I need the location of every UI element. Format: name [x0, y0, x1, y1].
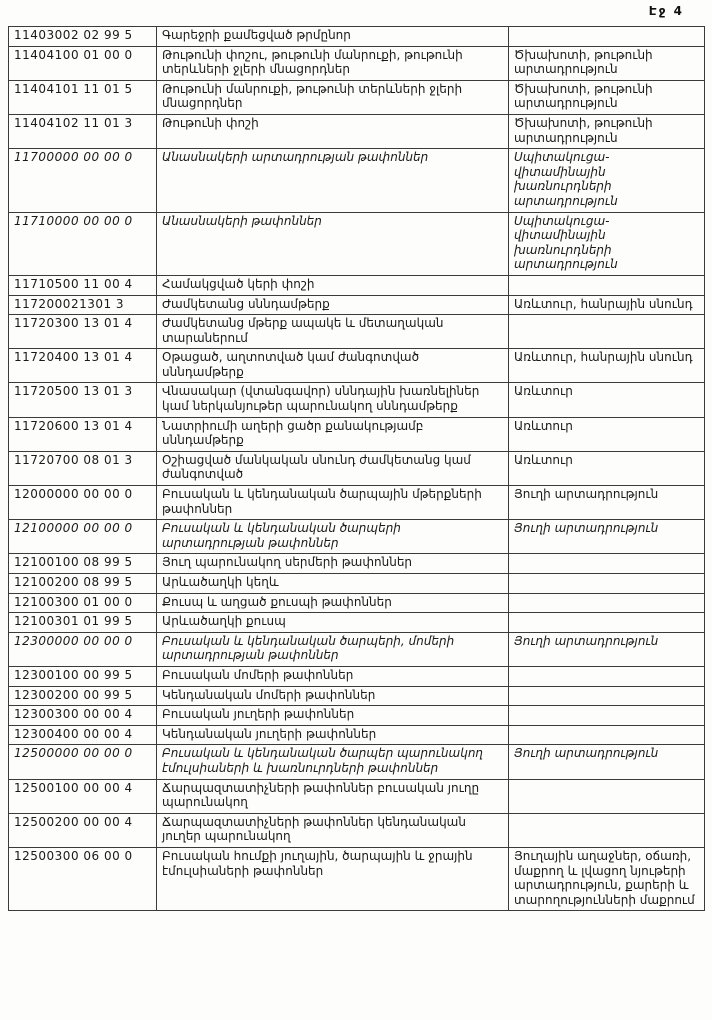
table-row — [9, 632, 705, 666]
cell-cat: Յուղի արտադրություն — [509, 745, 705, 779]
cell-code: 117200021301 3 — [9, 295, 157, 315]
table-row — [9, 46, 705, 80]
cell-desc: Կենդանական յուղերի թափոններ — [157, 725, 509, 745]
cell-desc: Անասնակերի արտադրության թափոններ — [157, 149, 509, 212]
cell-code: 12500300 06 00 0 — [9, 847, 157, 910]
cell-cat: Առևտուր, հանրային սնունդ — [509, 295, 705, 315]
cell-code: 12500200 00 00 4 — [9, 813, 157, 847]
cell-code: 12300100 00 99 5 — [9, 666, 157, 686]
cell-cat — [509, 725, 705, 745]
waste-table-body — [9, 27, 705, 911]
cell-desc: Բուսական և կենդանական ծարպեր պարունակող էմուլսիաների և խառնուրդների թափոններ — [157, 745, 509, 779]
cell-desc: Բուսական և կենդանական ծարպային մթերքների թափոններ — [157, 486, 509, 520]
cell-cat: Յուղի արտադրություն — [509, 632, 705, 666]
cell-cat: Ծխախոտի, թութունի արտադրություն — [509, 46, 705, 80]
cell-desc: Թութունի փոշու, թութունի մանրուքի, թութունի տերևների ջլերի մնացորդներ — [157, 46, 509, 80]
cell-code: 11720400 13 01 4 — [9, 349, 157, 383]
cell-code: 11720700 08 01 3 — [9, 451, 157, 485]
cell-code: 12300000 00 00 0 — [9, 632, 157, 666]
cell-cat — [509, 613, 705, 633]
table-row — [9, 349, 705, 383]
cell-code: 11720600 13 01 4 — [9, 417, 157, 451]
cell-code: 11710500 11 00 4 — [9, 275, 157, 295]
cell-code: 11404100 01 00 0 — [9, 46, 157, 80]
cell-desc: Յուղ պարունակող սերմերի թափոններ — [157, 554, 509, 574]
cell-cat — [509, 27, 705, 47]
cell-desc: Թութունի մանրուքի, թութունի տերևների ջլերի մնացորդներ — [157, 80, 509, 114]
table-row — [9, 613, 705, 633]
table-row — [9, 554, 705, 574]
table-row — [9, 212, 705, 275]
cell-code: 11404102 11 01 3 — [9, 114, 157, 148]
cell-desc: Օթացած, աղտոտված կամ ժանգոտված սննդամթերք — [157, 349, 509, 383]
cell-code: 12100301 01 99 5 — [9, 613, 157, 633]
cell-code: 12300400 00 00 4 — [9, 725, 157, 745]
cell-desc: Բուսական հումքի յուղային, ծարպային և ջրային էմուլսիաների թափոններ — [157, 847, 509, 910]
table-row — [9, 275, 705, 295]
cell-cat — [509, 686, 705, 706]
cell-cat — [509, 779, 705, 813]
cell-cat: Սպիտակուցա-վիտամինային խառնուրդների արտադրություն — [509, 149, 705, 212]
cell-cat — [509, 813, 705, 847]
cell-desc: Արևածաղկի քուսպ — [157, 613, 509, 633]
page-number-label: Էջ 4 — [648, 4, 684, 18]
cell-desc: Օշիացված մանկական սնունդ ժամկետանց կամ ժանգոտված — [157, 451, 509, 485]
cell-code: 11720500 13 01 3 — [9, 383, 157, 417]
cell-desc: Ճարպազտատիչների թափոններ կենդանական յուղեր պարունակող — [157, 813, 509, 847]
table-row — [9, 114, 705, 148]
table-row — [9, 417, 705, 451]
cell-code: 11700000 00 00 0 — [9, 149, 157, 212]
cell-desc: Քուսպ և աղցած քուսպի թափոններ — [157, 593, 509, 613]
cell-desc: Բուսական մոմերի թափոններ — [157, 666, 509, 686]
table-row — [9, 520, 705, 554]
table-row — [9, 847, 705, 910]
cell-code: 11720300 13 01 4 — [9, 315, 157, 349]
table-row — [9, 80, 705, 114]
cell-desc: Թութունի փոշի — [157, 114, 509, 148]
table-row — [9, 745, 705, 779]
cell-desc: Գարեջրի քամեցված թրմընոր — [157, 27, 509, 47]
cell-desc: Ժամկետանց սննդամթերք — [157, 295, 509, 315]
table-row — [9, 725, 705, 745]
table-row — [9, 451, 705, 485]
cell-cat — [509, 666, 705, 686]
table-row — [9, 686, 705, 706]
cell-cat: Առևտուր — [509, 383, 705, 417]
cell-code: 12500000 00 00 0 — [9, 745, 157, 779]
cell-code: 12300300 00 00 4 — [9, 706, 157, 726]
cell-cat: Ծխախոտի, թութունի արտադրություն — [509, 80, 705, 114]
cell-code: 11403002 02 99 5 — [9, 27, 157, 47]
table-row — [9, 574, 705, 594]
table-row — [9, 383, 705, 417]
table-row — [9, 593, 705, 613]
cell-desc: Բուսական և կենդանական ծարպերի, մոմերի արտադրության թափոններ — [157, 632, 509, 666]
cell-code: 12100200 08 99 5 — [9, 574, 157, 594]
cell-cat — [509, 574, 705, 594]
table-row — [9, 706, 705, 726]
table-row — [9, 486, 705, 520]
cell-code: 12000000 00 00 0 — [9, 486, 157, 520]
table-row — [9, 27, 705, 47]
table-row — [9, 149, 705, 212]
cell-desc: Ժամկետանց մթերք ապակե և մետաղական տարաներում — [157, 315, 509, 349]
cell-cat: Ծխախոտի, թութունի արտադրություն — [509, 114, 705, 148]
cell-desc: Արևածաղկի կեղև — [157, 574, 509, 594]
cell-cat: Առևտուր — [509, 417, 705, 451]
cell-code: 12100000 00 00 0 — [9, 520, 157, 554]
waste-classification-table — [8, 26, 705, 911]
cell-code: 12300200 00 99 5 — [9, 686, 157, 706]
table-row — [9, 315, 705, 349]
cell-code: 12100300 01 00 0 — [9, 593, 157, 613]
cell-cat: Սպիտակուցա-վիտամինային խառնուրդների արտադրություն — [509, 212, 705, 275]
cell-cat: Յուղի արտադրություն — [509, 520, 705, 554]
cell-cat: Առևտուր — [509, 451, 705, 485]
cell-desc: Համակցված կերի փոշի — [157, 275, 509, 295]
table-row — [9, 779, 705, 813]
cell-code: 11710000 00 00 0 — [9, 212, 157, 275]
cell-cat — [509, 593, 705, 613]
cell-cat — [509, 275, 705, 295]
cell-desc: Վնասակար (վտանգավոր) սննդային խառնելիներ կամ ներկանյութեր պարունակող սննդամթերք — [157, 383, 509, 417]
table-row — [9, 813, 705, 847]
cell-cat — [509, 315, 705, 349]
cell-code: 12500100 00 00 4 — [9, 779, 157, 813]
cell-desc: Ճարպազտատիչների թափոններ բուսական յուղը պարունակող — [157, 779, 509, 813]
cell-desc: Անասնակերի թափոններ — [157, 212, 509, 275]
cell-cat: Առևտուր, հանրային սնունդ — [509, 349, 705, 383]
cell-code: 12100100 08 99 5 — [9, 554, 157, 574]
table-row — [9, 666, 705, 686]
cell-cat: Յուղային աղաջներ, օճառի, մաքրող և լվացող նյութերի արտադրություն, քարերի և տարողությունների մաքրում — [509, 847, 705, 910]
cell-cat — [509, 706, 705, 726]
cell-cat — [509, 554, 705, 574]
cell-desc: Բուսական և կենդանական ծարպերի արտադրության թափոններ — [157, 520, 509, 554]
cell-desc: Կենդանական մոմերի թափոններ — [157, 686, 509, 706]
cell-cat: Յուղի արտադրություն — [509, 486, 705, 520]
cell-desc: Բուսական յուղերի թափոններ — [157, 706, 509, 726]
cell-code: 11404101 11 01 5 — [9, 80, 157, 114]
table-row — [9, 295, 705, 315]
cell-desc: Նատրիումի աղերի ցածր քանակությամբ սննդամթերք — [157, 417, 509, 451]
